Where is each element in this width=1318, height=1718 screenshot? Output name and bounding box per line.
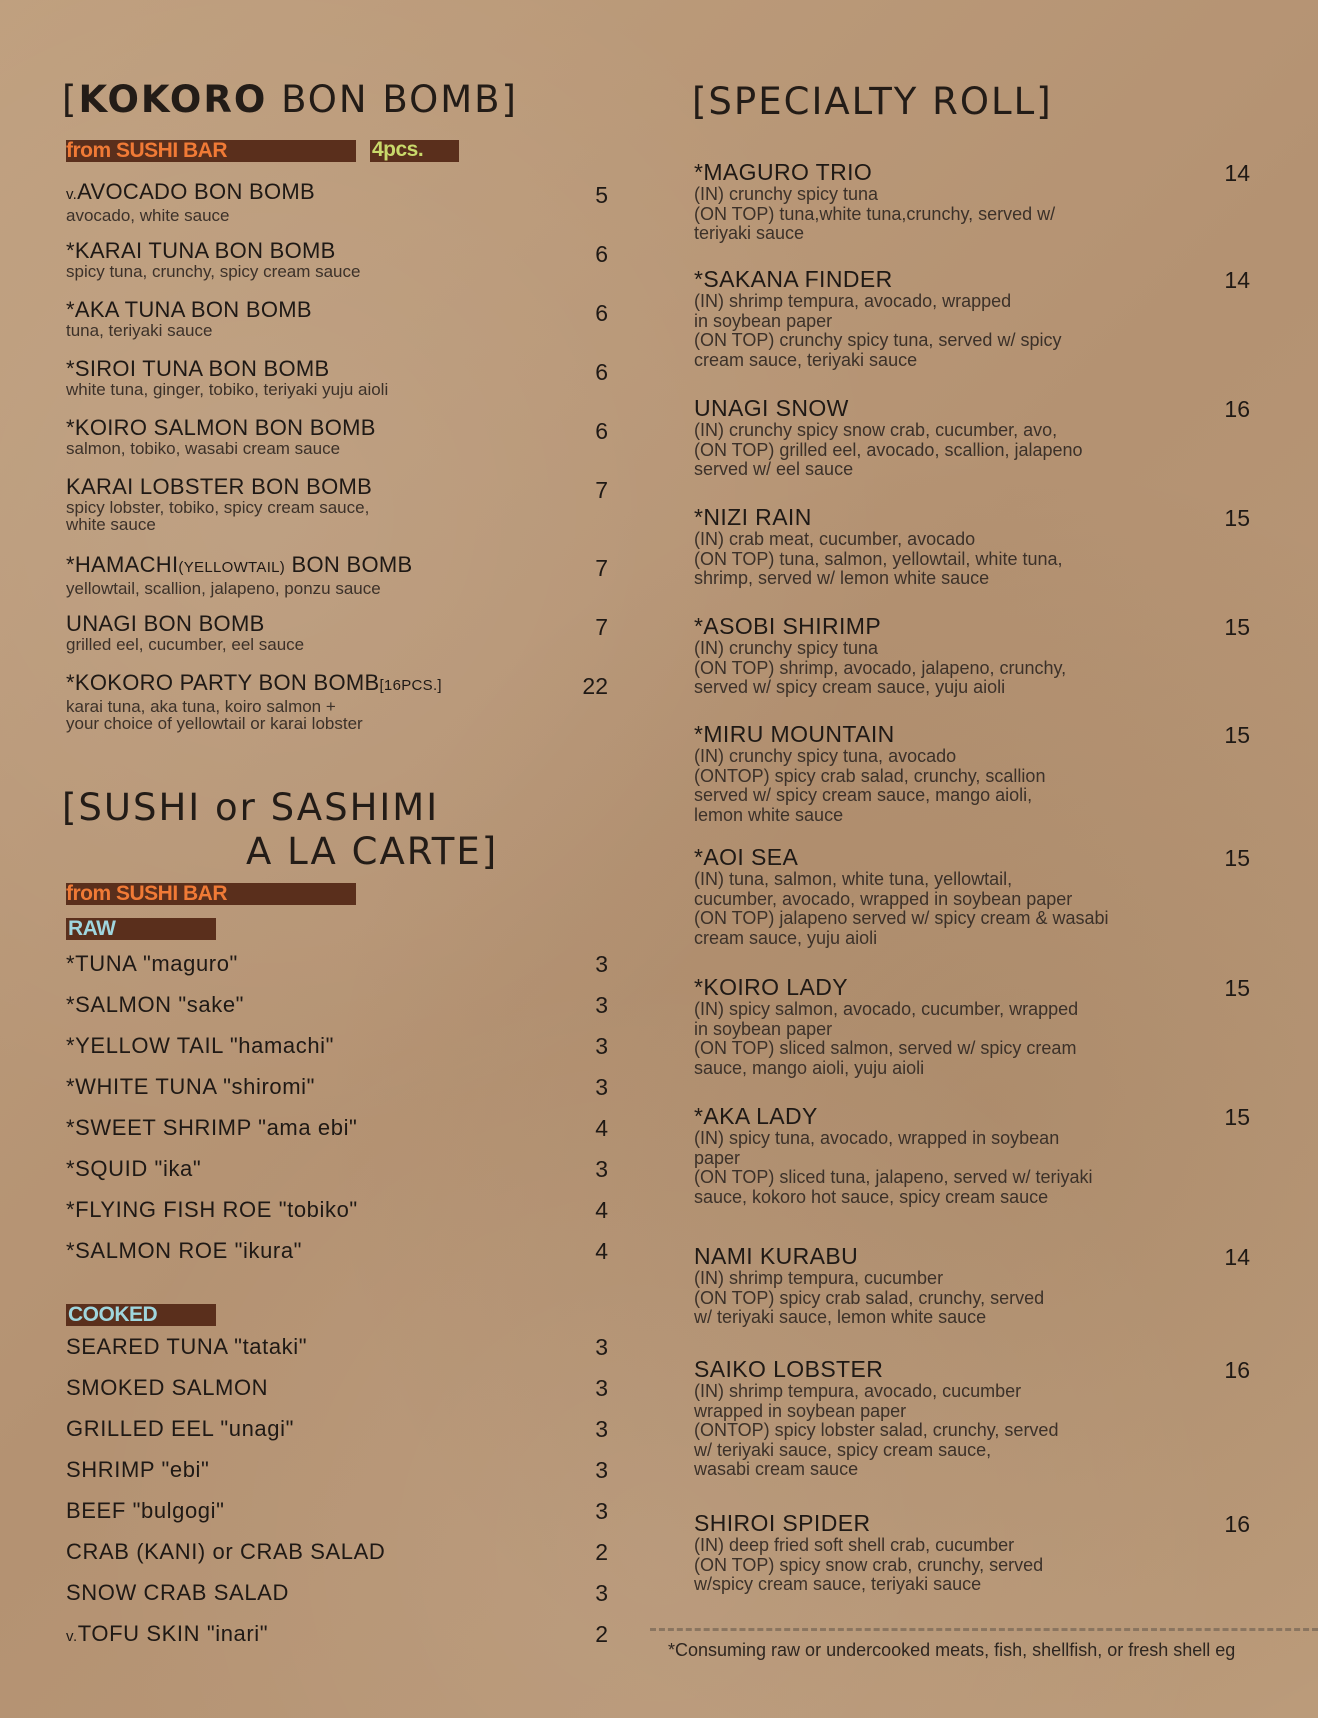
roll-description: (IN) crunchy spicy tuna xyxy=(694,184,879,204)
roll-description: (IN) shrimp tempura, cucumber xyxy=(694,1268,944,1288)
item-name-text: SMOKED SALMON xyxy=(66,1375,269,1400)
roll-item xyxy=(694,1244,1288,1328)
item-name-text: UNAGI BON BOMB xyxy=(66,611,265,636)
item-price: 6 xyxy=(595,418,608,444)
roll-price: 14 xyxy=(1224,267,1250,293)
roll-description: wasabi cream sauce xyxy=(694,1459,859,1479)
roll-description: (ON TOP) grilled eel, avocado, scallion, jalapeno xyxy=(694,439,1083,460)
roll-description: (IN) crunchy spicy tuna, avocado xyxy=(694,746,957,766)
item-name-text: *WHITE TUNA "shiromi" xyxy=(66,1074,316,1099)
roll-description: cream sauce, teriyaki sauce xyxy=(694,349,918,370)
item-price: 3 xyxy=(595,992,608,1018)
roll-item xyxy=(694,267,1288,370)
item-name-text: BEEF "bulgogi" xyxy=(66,1498,225,1523)
cooked-item xyxy=(66,1621,268,1647)
item-name-text: KARAI LOBSTER BON BOMB xyxy=(66,474,373,499)
bonbomb-item xyxy=(66,553,413,597)
item-name xyxy=(66,239,360,263)
sushi-title-line1: [SUSHI or SASHIMI xyxy=(62,786,440,829)
roll-description: (IN) shrimp tempura, avocado, cucumber xyxy=(694,1381,1022,1401)
roll-description: shrimp, served w/ lemon white sauce xyxy=(694,568,990,588)
roll-description: cream sauce, yuju aioli xyxy=(694,927,878,948)
raw-item xyxy=(66,1033,334,1059)
roll-description: paper xyxy=(694,1147,741,1168)
item-name-text: *SQUID "ika" xyxy=(66,1156,202,1181)
item-name-small: [16PCS.] xyxy=(379,677,442,694)
item-name-text: *TUNA "maguro" xyxy=(66,951,238,976)
roll-description: (IN) crunchy spicy snow crab, cucumber, avo, xyxy=(694,420,1058,440)
bonbomb-item xyxy=(66,475,372,533)
item-name-text: *HAMACHI xyxy=(66,552,179,577)
item-price: 3 xyxy=(595,1033,608,1059)
roll-name: *AKA LADY xyxy=(694,1103,818,1129)
item-name-text: TOFU SKIN "inari" xyxy=(77,1621,269,1646)
bonbomb-item xyxy=(66,180,315,224)
roll-description: (ONTOP) spicy lobster salad, crunchy, served xyxy=(694,1420,1059,1440)
item-price: 3 xyxy=(595,951,608,977)
raw-label: RAW xyxy=(68,917,116,940)
roll-price: 14 xyxy=(1224,160,1250,186)
item-price: 7 xyxy=(595,477,608,503)
roll-description: sauce, mango aioli, yuju aioli xyxy=(694,1057,925,1078)
roll-description: (ON TOP) shrimp, avocado, jalapeno, crunchy, xyxy=(694,657,1067,678)
bonbomb-item xyxy=(66,357,388,398)
roll-description: cucumber, avocado, wrapped in soybean paper xyxy=(694,888,1073,909)
bonbomb-item xyxy=(66,239,360,280)
roll-description: w/ teriyaki sauce, lemon white sauce xyxy=(694,1307,987,1327)
item-name xyxy=(66,180,315,207)
item-prefix: v. xyxy=(66,186,78,203)
roll-price: 16 xyxy=(1224,1511,1250,1537)
roll-name: *MIRU MOUNTAIN xyxy=(694,721,895,747)
item-description: your choice of yellowtail or karai lobster xyxy=(66,714,363,733)
item-price: 3 xyxy=(595,1375,608,1401)
roll-description: (IN) crab meat, cucumber, avocado xyxy=(694,529,976,549)
roll-description: lemon white sauce xyxy=(694,804,844,825)
roll-price: 15 xyxy=(1224,614,1250,640)
roll-item xyxy=(694,396,1288,480)
item-name-text: *KOIRO SALMON BON BOMB xyxy=(66,415,376,440)
roll-name: *ASOBI SHIRIMP xyxy=(694,613,882,639)
item-price: 22 xyxy=(582,673,608,699)
item-price: 4 xyxy=(595,1197,608,1223)
item-price: 3 xyxy=(595,1156,608,1182)
roll-price: 14 xyxy=(1224,1244,1250,1270)
roll-price: 16 xyxy=(1224,396,1250,422)
roll-description: (ON TOP) jalapeno served w/ spicy cream & wasabi xyxy=(694,908,1109,928)
bonbomb-item xyxy=(66,416,376,457)
roll-price: 15 xyxy=(1224,1104,1250,1130)
roll-description: (ON TOP) tuna, salmon, yellowtail, white tuna, xyxy=(694,548,1063,569)
raw-item xyxy=(66,1115,357,1141)
cooked-item xyxy=(66,1539,385,1565)
roll-description: in soybean paper xyxy=(694,310,833,331)
cooked-item xyxy=(66,1416,294,1442)
specialty-roll-title: [SPECIALTY ROLL] xyxy=(692,80,1053,123)
roll-name: SHIROI SPIDER xyxy=(694,1510,871,1536)
raw-item xyxy=(66,1074,315,1100)
item-price: 7 xyxy=(595,614,608,640)
roll-price: 15 xyxy=(1224,975,1250,1001)
roll-item xyxy=(694,975,1288,1078)
cooked-item xyxy=(66,1498,225,1524)
item-name xyxy=(66,416,376,440)
item-name-text: *KARAI TUNA BON BOMB xyxy=(66,238,336,263)
roll-description: (ON TOP) tuna,white tuna,crunchy, served w/ xyxy=(694,203,1056,224)
item-prefix: v. xyxy=(66,1628,78,1645)
roll-description: (IN) spicy salmon, avocado, cucumber, wrapped xyxy=(694,999,1079,1019)
item-description: white tuna, ginger, tobiko, teriyaki yuju aioli xyxy=(66,380,389,399)
roll-description: (ON TOP) sliced tuna, jalapeno, served w/ teriyaki xyxy=(694,1167,1093,1187)
roll-name: SAIKO LOBSTER xyxy=(694,1356,884,1382)
cooked-item xyxy=(66,1457,209,1483)
item-name-text: GRILLED EEL "unagi" xyxy=(66,1416,294,1441)
roll-description: (IN) crunchy spicy tuna xyxy=(694,638,879,658)
roll-item xyxy=(694,160,1288,244)
item-name-text: *FLYING FISH ROE "tobiko" xyxy=(66,1197,358,1222)
item-description: tuna, teriyaki sauce xyxy=(66,321,213,340)
item-description: spicy tuna, crunchy, spicy cream sauce xyxy=(66,262,361,281)
roll-description: w/spicy cream sauce, teriyaki sauce xyxy=(694,1574,982,1594)
item-name-text: AVOCADO BON BOMB xyxy=(77,179,316,204)
bonbomb-item xyxy=(66,612,304,653)
item-name-text: *YELLOW TAIL "hamachi" xyxy=(66,1033,335,1058)
roll-description: w/ teriyaki sauce, spicy cream sauce, xyxy=(694,1439,992,1460)
item-price: 6 xyxy=(595,241,608,267)
roll-description: teriyaki sauce xyxy=(694,223,805,243)
roll-item xyxy=(694,845,1288,948)
roll-price: 15 xyxy=(1224,505,1250,531)
item-price: 3 xyxy=(595,1457,608,1483)
roll-description: (IN) shrimp tempura, avocado, wrapped xyxy=(694,291,1012,311)
roll-item xyxy=(694,505,1288,589)
roll-name: *AOI SEA xyxy=(694,844,799,870)
item-price: 3 xyxy=(595,1416,608,1442)
item-name-text: *SALMON ROE "ikura" xyxy=(66,1238,303,1263)
roll-item xyxy=(694,1511,1288,1595)
item-description: avocado, white sauce xyxy=(66,206,230,225)
roll-name: *SAKANA FINDER xyxy=(694,266,893,292)
cooked-item xyxy=(66,1334,307,1360)
item-description: salmon, tobiko, wasabi cream sauce xyxy=(66,439,341,458)
bonbomb-item xyxy=(66,671,442,732)
roll-description: (ON TOP) spicy crab salad, crunchy, served xyxy=(694,1287,1045,1308)
item-name xyxy=(66,553,413,580)
item-price: 2 xyxy=(595,1539,608,1565)
raw-item xyxy=(66,1197,358,1223)
from-sushi-bar-label: from SUSHI BAR xyxy=(66,139,228,162)
roll-description: in soybean paper xyxy=(694,1018,833,1039)
roll-name: *NIZI RAIN xyxy=(694,504,812,530)
bonbomb-title: [KOKORO BON BOMB] xyxy=(62,78,518,121)
item-description: karai tuna, aka tuna, koiro salmon + xyxy=(66,697,336,716)
roll-item xyxy=(694,614,1288,698)
roll-name: *MAGURO TRIO xyxy=(694,159,873,185)
item-price: 3 xyxy=(595,1580,608,1606)
item-price: 4 xyxy=(595,1115,608,1141)
roll-description: served w/ eel sauce xyxy=(694,459,854,479)
item-price: 7 xyxy=(595,555,608,581)
item-price: 5 xyxy=(595,182,608,208)
roll-description: served w/ spicy cream sauce, yuju aioli xyxy=(694,677,1006,697)
item-description: white sauce xyxy=(66,515,156,534)
roll-price: 16 xyxy=(1224,1357,1250,1383)
footnote-divider xyxy=(650,1628,1318,1631)
roll-description: sauce, kokoro hot sauce, spicy cream sauce xyxy=(694,1186,1049,1207)
roll-description: (IN) spicy tuna, avocado, wrapped in soybean xyxy=(694,1128,1060,1148)
roll-name: NAMI KURABU xyxy=(694,1243,859,1269)
item-price: 6 xyxy=(595,359,608,385)
roll-description: (ONTOP) spicy crab salad, crunchy, scallion xyxy=(694,765,1046,786)
item-description: spicy lobster, tobiko, spicy cream sauce, xyxy=(66,498,370,517)
roll-name: UNAGI SNOW xyxy=(694,395,849,421)
item-name-small: (YELLOWTAIL) xyxy=(178,559,286,576)
item-name-text: *SWEET SHRIMP "ama ebi" xyxy=(66,1115,358,1140)
item-price: 3 xyxy=(595,1074,608,1100)
cooked-item xyxy=(66,1580,289,1606)
item-name-rest: BON BOMB xyxy=(285,552,413,577)
cooked-label: COOKED xyxy=(68,1303,158,1326)
item-name-text: *SIROI TUNA BON BOMB xyxy=(66,356,330,381)
item-name-text: *SALMON "sake" xyxy=(66,992,245,1017)
item-price: 6 xyxy=(595,300,608,326)
item-price: 3 xyxy=(595,1334,608,1360)
roll-description: wrapped in soybean paper xyxy=(694,1400,907,1421)
from-sushi-bar-label-2: from SUSHI BAR xyxy=(66,882,228,905)
item-price: 2 xyxy=(595,1621,608,1647)
cooked-item xyxy=(66,1375,268,1401)
item-name-text: SNOW CRAB SALAD xyxy=(66,1580,289,1605)
roll-description: (IN) tuna, salmon, white tuna, yellowtail, xyxy=(694,869,1013,889)
item-price: 4 xyxy=(595,1238,608,1264)
item-description: grilled eel, cucumber, eel sauce xyxy=(66,635,305,654)
footnote: *Consuming raw or undercooked meats, fish, shellfish, or fresh shell eg xyxy=(668,1640,1236,1660)
item-name xyxy=(66,612,304,636)
raw-item xyxy=(66,1238,302,1264)
item-name xyxy=(66,475,372,499)
roll-description: (ON TOP) sliced salmon, served w/ spicy cream xyxy=(694,1038,1077,1058)
roll-item xyxy=(694,1357,1288,1480)
item-description: yellowtail, scallion, jalapeno, ponzu sauce xyxy=(66,579,381,598)
roll-item xyxy=(694,722,1288,825)
item-name-text: *AKA TUNA BON BOMB xyxy=(66,297,312,322)
roll-description: (IN) deep fried soft shell crab, cucumber xyxy=(694,1535,1015,1555)
item-name-text: SEARED TUNA "tataki" xyxy=(66,1334,308,1359)
pcs-label: 4pcs. xyxy=(372,138,424,161)
roll-description: (ON TOP) crunchy spicy tuna, served w/ spicy xyxy=(694,330,1062,350)
item-name xyxy=(66,357,388,381)
item-name-text: SHRIMP "ebi" xyxy=(66,1457,210,1482)
roll-price: 15 xyxy=(1224,845,1250,871)
roll-price: 15 xyxy=(1224,722,1250,748)
raw-item xyxy=(66,992,244,1018)
sushi-title-line2: A LA CARTE] xyxy=(246,830,499,873)
item-name-text: CRAB (KANI) or CRAB SALAD xyxy=(66,1539,386,1564)
item-name xyxy=(66,298,312,322)
raw-item xyxy=(66,1156,201,1182)
roll-item xyxy=(694,1104,1288,1207)
bonbomb-item xyxy=(66,298,312,339)
roll-name: *KOIRO LADY xyxy=(694,974,848,1000)
item-price: 3 xyxy=(595,1498,608,1524)
raw-item xyxy=(66,951,238,977)
roll-description: (ON TOP) spicy snow crab, crunchy, served xyxy=(694,1554,1044,1575)
item-name-text: *KOKORO PARTY BON BOMB xyxy=(66,670,380,695)
item-name xyxy=(66,671,442,698)
roll-description: served w/ spicy cream sauce, mango aioli, xyxy=(694,785,1033,805)
